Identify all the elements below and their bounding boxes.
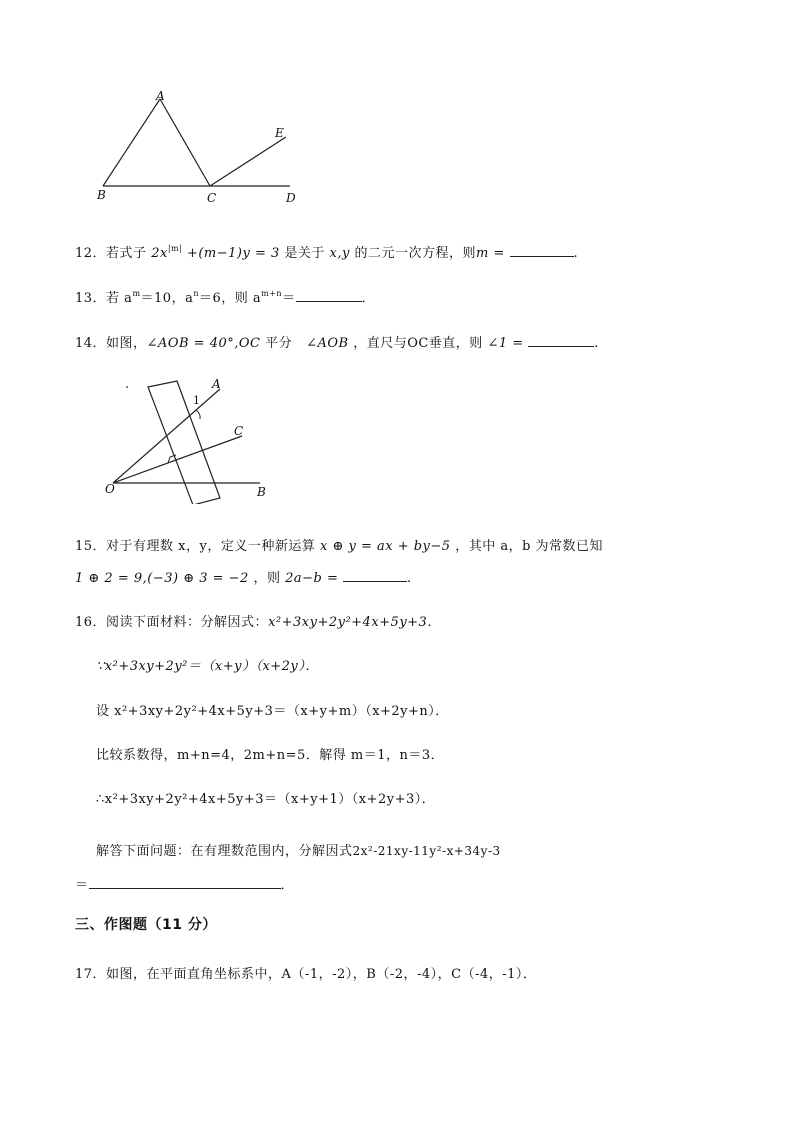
question-number: 14． — [75, 336, 107, 351]
label-d: D — [286, 191, 296, 205]
ruler-angle-figure — [100, 372, 280, 504]
label-e: E — [275, 126, 284, 140]
question-number: 17． — [75, 967, 107, 982]
segment-ac — [160, 99, 210, 186]
ray-ce — [210, 137, 286, 186]
angle-1-arc — [196, 410, 200, 419]
question-16-task: 解答下面问题：在有理数范围内，分解因式2x²-21xy-11y²-x+34y-3 — [96, 844, 501, 859]
label-b: B — [257, 485, 266, 499]
label-a: A — [156, 89, 165, 103]
section-heading: 三、作图题（11 分） — [75, 917, 217, 933]
label-c: C — [234, 424, 244, 438]
segment-ab — [103, 99, 160, 186]
ray-oc — [113, 436, 242, 483]
question-15-line1: 15．对于有理数 x，y，定义一种新运算 x ⊕ y = ax + by−5 ，其中 a，b 为常数已知 — [75, 539, 604, 554]
question-13: 13．若 $a^m=10$，$a^n=6$，则 $a^{m+n}=$ ． — [75, 288, 376, 306]
label-c: C — [207, 191, 217, 205]
answer-blank[interactable] — [528, 332, 594, 347]
question-14: 14．如图，∠AOB = 40°,OC 平分 ∠AOB ，直尺与OC垂直，则 ∠1 = . — [75, 332, 599, 351]
dot-mark — [126, 386, 128, 388]
question-17: 17．如图，在平面直角坐标系中，A（-1，-2），B（-2，-4），C（-4，-1）． — [75, 967, 537, 982]
solution-line-4: ∴x²+3xy+2y²+4x+5y+3＝（x+y+1）（x+2y+3）． — [96, 792, 436, 807]
label-b: B — [97, 188, 106, 202]
answer-blank[interactable] — [510, 242, 574, 257]
question-number: 13． — [75, 291, 107, 306]
answer-blank[interactable] — [296, 287, 362, 302]
solution-line-1: ∵x²+3xy+2y²＝（x+y）（x+2y）． — [96, 659, 319, 674]
solution-line-2: 设 x²+3xy+2y²+4x+5y+3＝（x+y+m）（x+2y+n）． — [96, 704, 449, 719]
label-angle-1: 1 — [193, 394, 200, 407]
triangle-figure — [90, 85, 310, 210]
question-number: 12． — [75, 246, 107, 261]
answer-blank[interactable] — [343, 567, 407, 582]
question-number: 16． — [75, 615, 107, 630]
question-15-line2: 1 ⊕ 2 = 9,(−3) ⊕ 3 = −2 ，则 2a−b = . — [75, 567, 412, 586]
solution-line-3: 比较系数得，m+n=4，2m+n=5．解得 m＝1，n＝3． — [96, 748, 445, 763]
answer-blank[interactable] — [89, 874, 281, 889]
label-o: O — [105, 482, 115, 496]
label-a: A — [212, 377, 221, 391]
question-number: 15． — [75, 539, 107, 554]
question-16-answer: ＝ ． — [75, 874, 294, 893]
question-16-intro: 16．阅读下面材料：分解因式：x²+3xy+2y²+4x+5y+3． — [75, 615, 441, 630]
question-12: 12．若式子 $2x^{|m|} +(m-1)y = 3$ 是关于 x,y 的二元一次方程，则m = . — [75, 243, 579, 261]
